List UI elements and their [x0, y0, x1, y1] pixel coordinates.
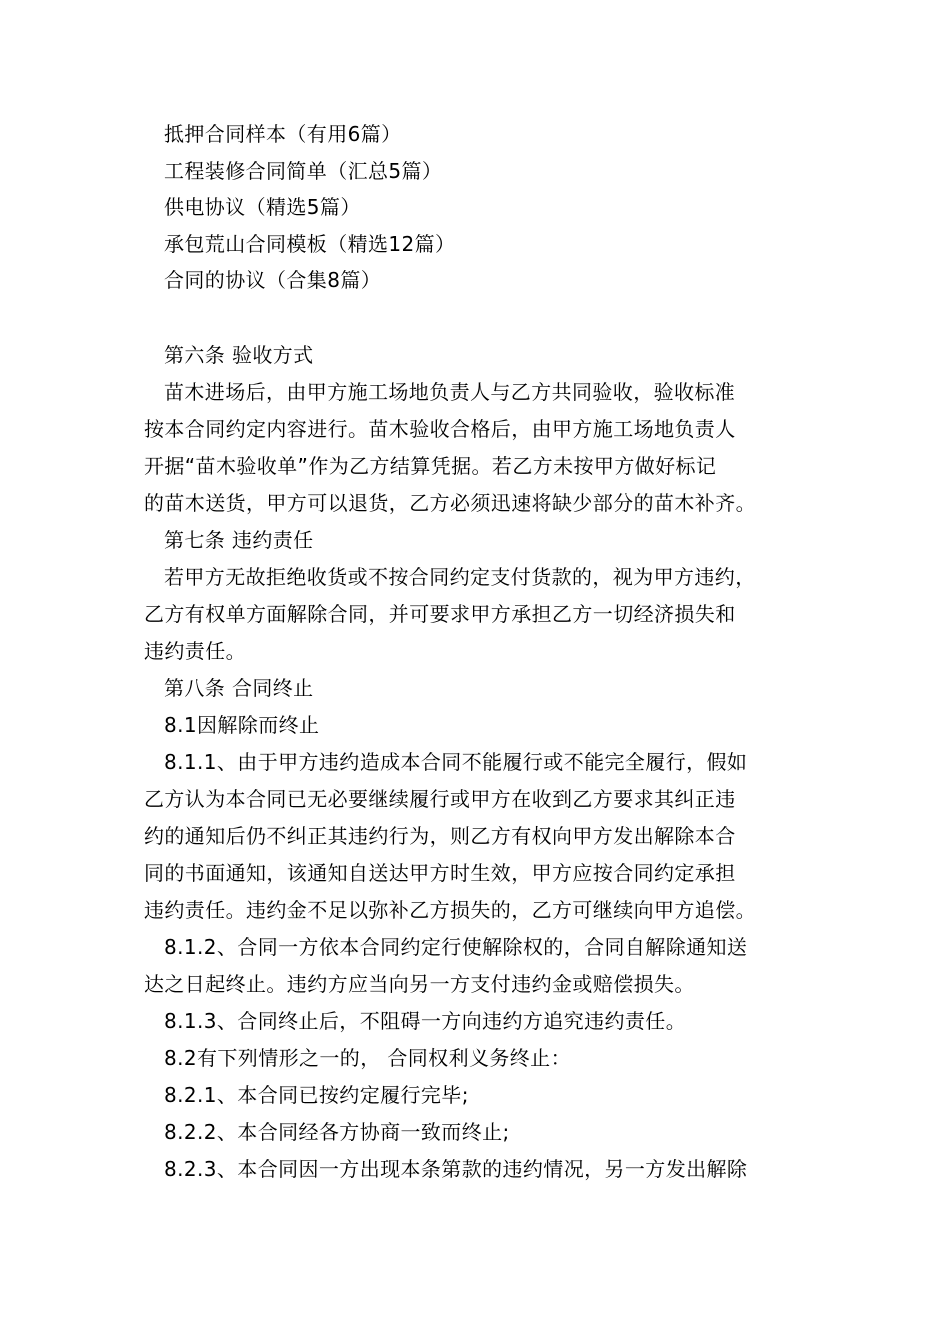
article-heading: 第六条 验收方式: [164, 342, 314, 367]
clause-8-1-2: 8.1.2、合同一方依本合同约定行使解除权的，合同自解除通知送: [164, 934, 748, 959]
paragraph-line: 苗木进场后，由甲方施工场地负责人与乙方共同验收，验收标准: [164, 379, 736, 404]
document-body: [144, 116, 810, 1188]
article-heading: 第七条 违约责任: [164, 527, 314, 552]
paragraph-line: 违约责任。违约金不足以弥补乙方损失的，乙方可继续向甲方追偿。: [144, 897, 756, 922]
paragraph-line: 同的书面通知，该通知自送达甲方时生效，甲方应按合同约定承担: [144, 860, 736, 885]
related-link[interactable]: 合同的协议（合集8篇）: [164, 268, 382, 292]
clause-8-2-3: 8.2.3、本合同因一方出现本条第款的违约情况，另一方发出解除: [164, 1156, 748, 1181]
related-link[interactable]: 工程装修合同简单（汇总5篇）: [164, 158, 443, 183]
paragraph-line: 乙方认为本合同已无必要继续履行或甲方在收到乙方要求其纠正违: [144, 786, 736, 811]
clause-8-1: 8.1因解除而终止: [164, 712, 320, 737]
paragraph-line: 约的通知后仍不纠正其违约行为，则乙方有权向甲方发出解除本合: [144, 823, 736, 848]
paragraph-line: 乙方有权单方面解除合同，并可要求甲方承担乙方一切经济损失和: [144, 601, 736, 626]
paragraph-line: 按本合同约定内容进行。苗木验收合格后，由甲方施工场地负责人: [144, 416, 736, 441]
article-6: [144, 337, 810, 522]
clause-8-2-1: 8.2.1、本合同已按约定履行完毕;: [164, 1082, 469, 1107]
related-link[interactable]: 抵押合同样本（有用6篇）: [164, 122, 402, 146]
clause-8-2: 8.2有下列情形之一的， 合同权利义务终止：: [164, 1045, 571, 1070]
clause-8-2-2: 8.2.2、本合同经各方协商一致而终止;: [164, 1119, 510, 1144]
related-link[interactable]: 供电协议（精选5篇）: [164, 195, 361, 219]
article-7: [144, 522, 810, 670]
paragraph-line: 达之日起终止。违约方应当向另一方支付违约金或赔偿损失。: [144, 971, 695, 996]
article-8: [144, 670, 810, 1188]
section-gap: [144, 299, 810, 337]
paragraph-line: 开据“苗木验收单”作为乙方结算凭据。若乙方未按甲方做好标记: [144, 453, 717, 478]
paragraph-line: 的苗木送货，甲方可以退货，乙方必须迅速将缺少部分的苗木补齐。: [144, 490, 756, 515]
clause-8-1-3: 8.1.3、合同终止后，不阻碍一方向违约方追究违约责任。: [164, 1008, 687, 1033]
clause-8-1-1: 8.1.1、由于甲方违约造成本合同不能履行或不能完全履行，假如: [164, 749, 748, 774]
article-heading: 第八条 合同终止: [164, 675, 314, 700]
related-link[interactable]: 承包荒山合同模板（精选12篇）: [164, 231, 456, 256]
paragraph-line: 违约责任。: [144, 638, 246, 663]
related-links-list: [144, 116, 810, 299]
paragraph-line: 若甲方无故拒绝收货或不按合同约定支付货款的，视为甲方违约，: [164, 564, 756, 589]
